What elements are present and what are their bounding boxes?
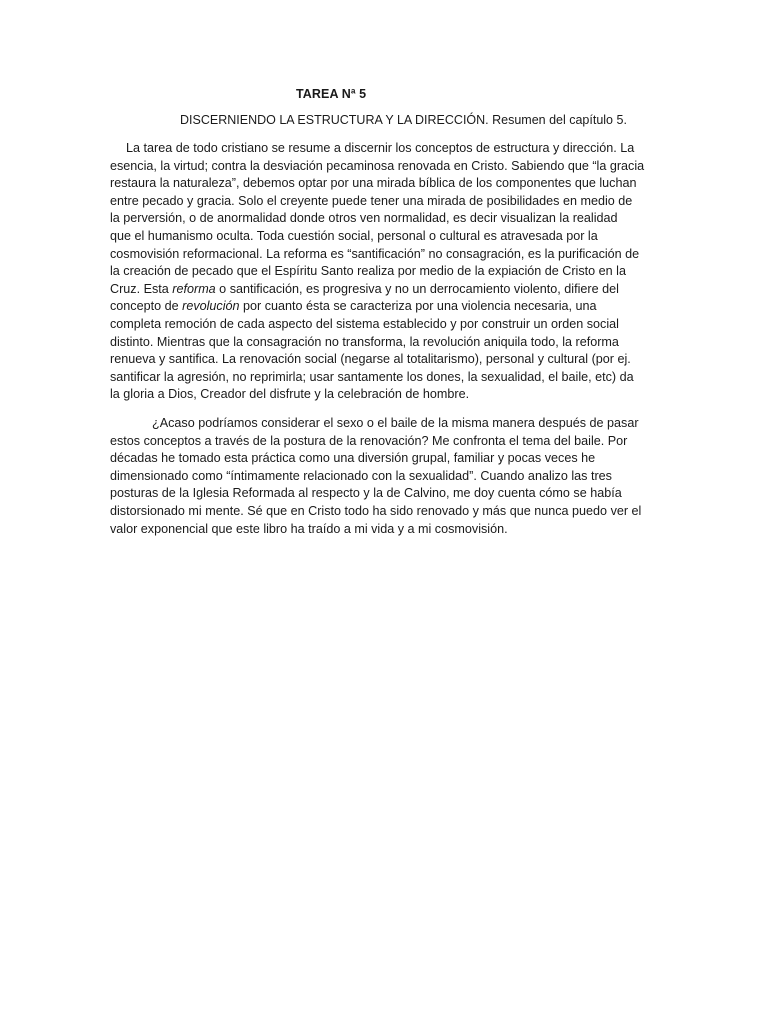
paragraph-line: distinto. Mientras que la consagración no transforma, la revolución aniquila todo, la reforma (110, 334, 619, 349)
paragraph-line: renueva y santifica. La renovación social (negarse al totalitarismo), personal y cultural (por ej. (110, 352, 631, 367)
text-run: concepto de (110, 299, 183, 314)
text-run: Cruz. Esta (110, 281, 173, 296)
paragraph-line: la creación de pecado que el Espíritu Santo realiza por medio de la expiación de Cristo en la (110, 264, 626, 279)
paragraph-1 (110, 140, 660, 404)
paragraph-line: ¿Acaso podríamos considerar el sexo o el baile de la misma manera después de pasar (152, 416, 639, 430)
paragraph-line (110, 298, 660, 316)
paragraph-line: completa remoción de cada aspecto del sistema establecido y por construir un orden social (110, 316, 619, 331)
paragraph-line: que el humanismo oculta. Toda cuestión social, personal o cultural es atravesada por la (110, 228, 598, 243)
paragraph-line: décadas he tomado esta práctica como una diversión grupal, familiar y pocas veces he (110, 451, 596, 466)
emphasis-revolucion: revolución (182, 299, 240, 314)
paragraph-line: esencia, la virtud; contra la desviación pecaminosa renovada en Cristo. Sabiendo que “la gracia (110, 158, 645, 173)
paragraph-line: valor exponencial que este libro ha traído a mi vida y a mi cosmovisión. (110, 521, 508, 536)
text-run: por cuanto ésta se caracteriza por una violencia necesaria, una (239, 299, 597, 314)
paragraph-line: la perversión, o de anormalidad donde otros ven normalidad, es decir visualizan la realidad (110, 211, 618, 226)
paragraph-line: la gloria a Dios, Creador del disfrute y la celebración de hombre. (110, 387, 470, 402)
paragraph-line: dimensionado como “íntimamente relacionado con la sexualidad”. Cuando analizo las tres (110, 468, 612, 483)
paragraph-line (110, 281, 660, 299)
paragraph-line: entre pecado y gracia. Solo el creyente puede tener una mirada de posibilidades en medio de (110, 193, 633, 208)
paragraph-2 (110, 415, 660, 538)
paragraph-line: restaura la naturaleza”, debemos optar por una mirada bíblica de los componentes que luchan (110, 176, 637, 191)
document-title: TAREA Nª 5 (296, 87, 367, 101)
paragraph-line: La tarea de todo cristiano se resume a discernir los conceptos de estructura y dirección. La (126, 141, 635, 155)
paragraph-line: estos conceptos a través de la postura de la renovación? Me confronta el tema del baile. Por (110, 433, 628, 448)
document-subtitle: DISCERNIENDO LA ESTRUCTURA Y LA DIRECCIÓN. Resumen del capítulo 5. (180, 113, 627, 127)
paragraph-line: santificar la agresión, no reprimirla; usar santamente los dones, la sexualidad, el baile, etc) da (110, 369, 634, 384)
emphasis-reforma: reforma (172, 281, 216, 296)
paragraph-line: cosmovisión reformacional. La reforma es “santificación” no consagración, es la purificación de (110, 246, 640, 261)
paragraph-line: distorsionado mi mente. Sé que en Cristo todo ha sido renovado y más que nunca puedo ver el (110, 503, 642, 518)
text-run: o santificación, es progresiva y no un derrocamiento violento, difiere del (215, 281, 619, 296)
paragraph-line: posturas de la Iglesia Reformada al respecto y la de Calvino, me doy cuenta cómo se había (110, 486, 622, 501)
